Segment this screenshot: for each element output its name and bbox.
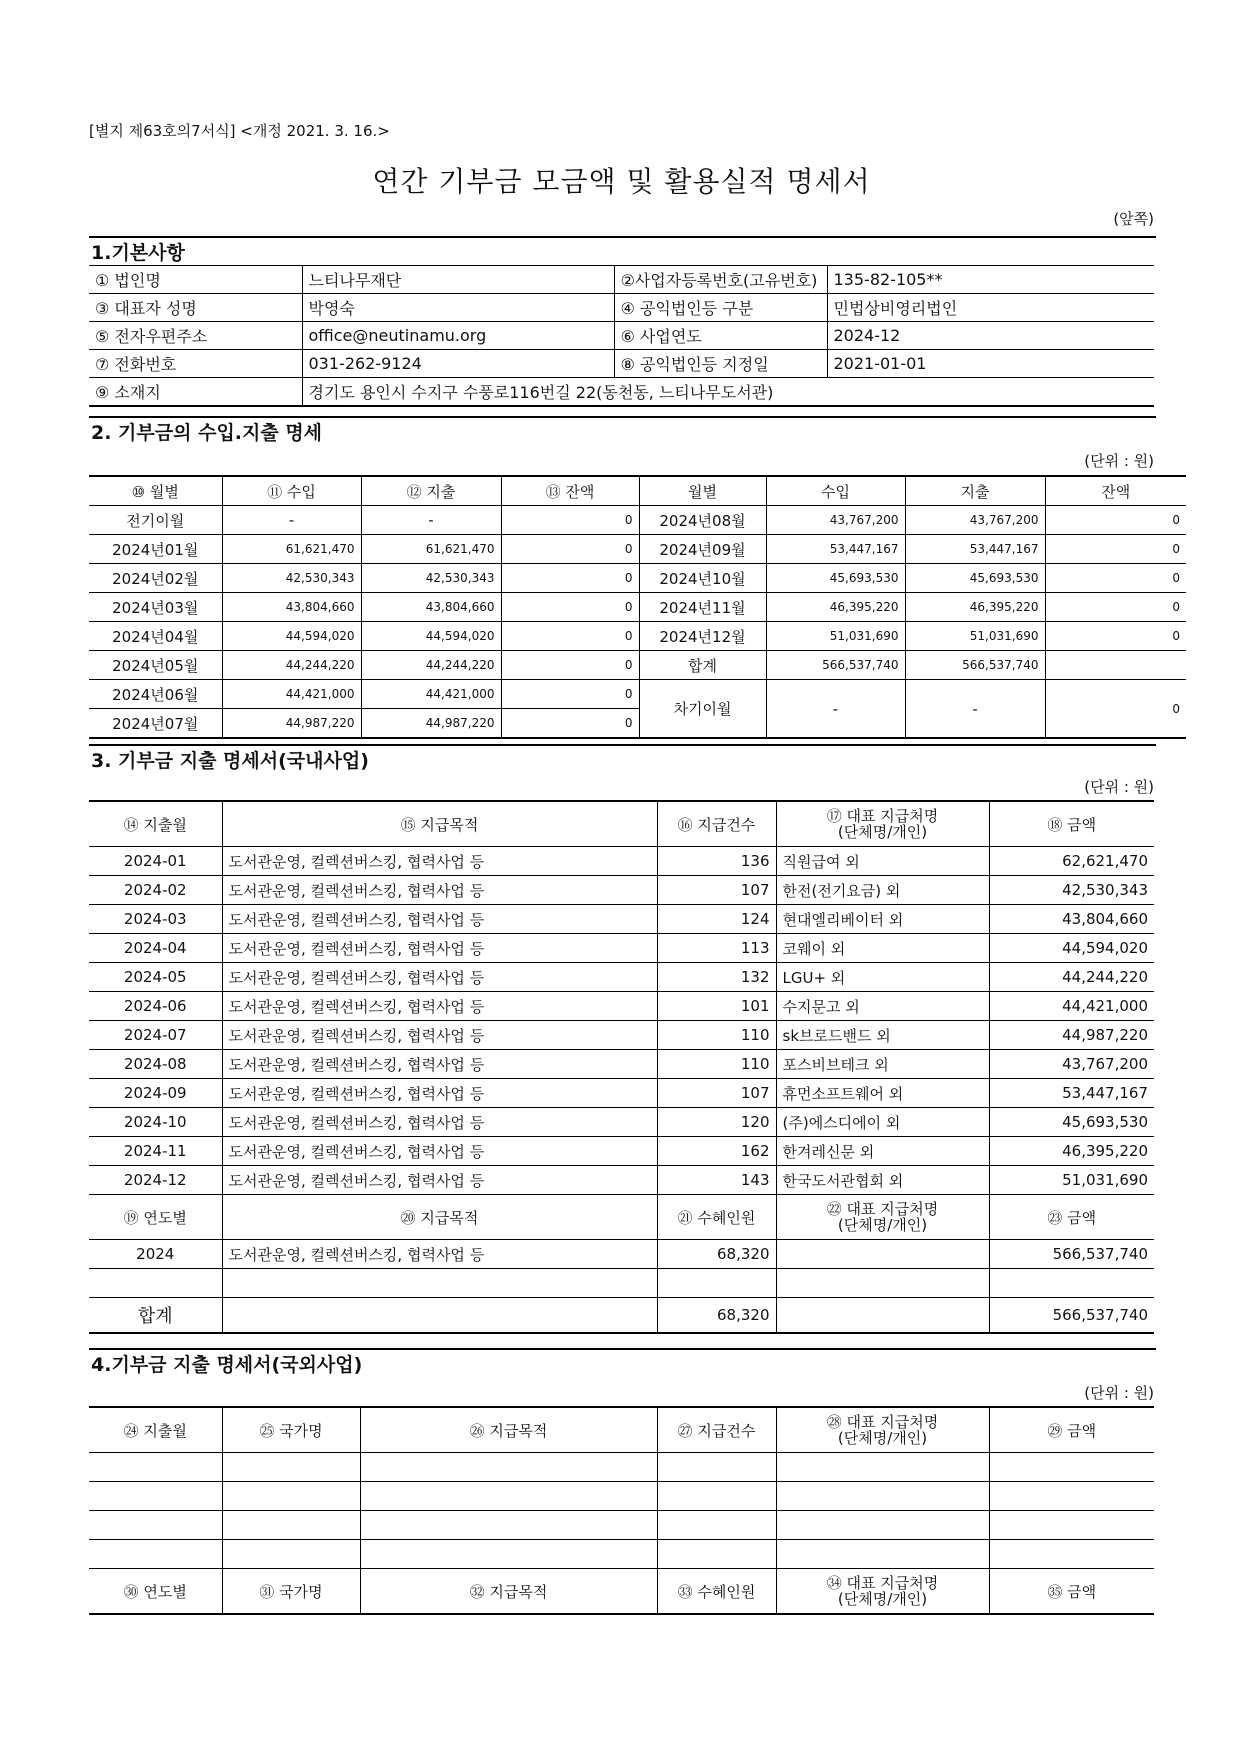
purpose-cell: 도서관운영, 컬렉션버스킹, 협력사업 등 [222, 876, 657, 905]
header-line: ㉒ 대표 지급처명 [826, 1199, 939, 1218]
table-row [89, 1540, 1154, 1569]
address-value: 경기도 용인시 수지구 수풍로116번길 22(동천동, 느티나무도서관) [302, 378, 1154, 407]
column-header: ⑲ 연도별 [89, 1195, 222, 1240]
month-cell: 전기이월 [89, 506, 222, 535]
total-row [89, 1298, 1154, 1334]
empty-cell [222, 1453, 360, 1482]
income-cell: 61,621,470 [222, 535, 361, 564]
purpose-cell: 도서관운영, 컬렉션버스킹, 협력사업 등 [222, 847, 657, 876]
month-cell: 2024-11 [89, 1137, 222, 1166]
info-label: ⑨ 소재지 [89, 378, 302, 407]
column-header [776, 1569, 989, 1615]
balance-cell: 0 [501, 564, 639, 593]
front-side-label: (앞쪽) [1113, 210, 1154, 228]
table-row [89, 876, 1154, 905]
count-cell: 101 [657, 992, 776, 1021]
header-line: (단체명/개인) [837, 1428, 928, 1447]
count-cell: 136 [657, 847, 776, 876]
expense-cell: 44,421,000 [361, 680, 501, 709]
table-row [89, 1453, 1154, 1482]
empty-cell [776, 1482, 989, 1511]
column-header: 잔액 [1045, 476, 1186, 506]
total-people-cell: 68,320 [657, 1298, 776, 1334]
payee-cell: 휴먼소프트웨어 외 [776, 1079, 989, 1108]
info-label: ⑦ 전화번호 [89, 350, 302, 378]
empty-cell [89, 1540, 222, 1569]
purpose-cell: 도서관운영, 컬렉션버스킹, 협력사업 등 [222, 1108, 657, 1137]
column-header: ⑬ 잔액 [501, 476, 639, 506]
expense-cell: 44,244,220 [361, 651, 501, 680]
section2-title: 2. 기부금의 수입.지출 명세 [89, 416, 1156, 445]
payee-cell: 코웨이 외 [776, 934, 989, 963]
expense-cell: 44,594,020 [361, 622, 501, 651]
column-header: ㉓ 금액 [989, 1195, 1154, 1240]
month-cell: 2024년12월 [639, 622, 766, 651]
income-expense-table [89, 475, 1186, 739]
info-label: ⑥ 사업연도 [614, 322, 827, 350]
column-header: 월별 [639, 476, 766, 506]
purpose-cell: 도서관운영, 컬렉션버스킹, 협력사업 등 [222, 963, 657, 992]
count-cell: 132 [657, 963, 776, 992]
month-cell: 2024년09월 [639, 535, 766, 564]
info-label: ① 법인명 [89, 266, 302, 294]
amount-cell: 44,244,220 [989, 963, 1154, 992]
column-header [776, 1407, 989, 1453]
income-cell: 46,395,220 [766, 593, 905, 622]
month-cell: 2024년02월 [89, 564, 222, 593]
table-row [89, 1137, 1154, 1166]
empty-cell [657, 1540, 776, 1569]
income-cell: 51,031,690 [766, 622, 905, 651]
empty-cell [89, 1511, 222, 1540]
total-label: 합계 [89, 1298, 222, 1334]
count-cell: 120 [657, 1108, 776, 1137]
income-cell: 45,693,530 [766, 564, 905, 593]
info-value: 박영숙 [302, 294, 614, 322]
empty-cell [360, 1511, 657, 1540]
column-header: 지출 [905, 476, 1045, 506]
header-line: (단체명/개인) [837, 1589, 928, 1608]
month-cell: 2024-04 [89, 934, 222, 963]
empty-cell [989, 1453, 1154, 1482]
table-header-row [89, 1195, 1154, 1240]
info-row [89, 266, 1154, 294]
expense-cell: 46,395,220 [905, 593, 1045, 622]
month-cell: 합계 [639, 651, 766, 680]
empty-cell [989, 1482, 1154, 1511]
month-cell: 2024년10월 [639, 564, 766, 593]
table-row [89, 1166, 1154, 1195]
expense-cell: - [361, 506, 501, 535]
column-header: ⑮ 지급목적 [222, 801, 657, 847]
column-header: ㉗ 지급건수 [657, 1407, 776, 1453]
info-label: ⑤ 전자우편주소 [89, 322, 302, 350]
table-row [89, 1482, 1154, 1511]
empty-cell [989, 1540, 1154, 1569]
expense-cell: 51,031,690 [905, 622, 1045, 651]
payee-cell: 포스비브테크 외 [776, 1050, 989, 1079]
expense-cell: 43,804,660 [361, 593, 501, 622]
month-cell: 2024년04월 [89, 622, 222, 651]
table-row [89, 905, 1154, 934]
count-cell: 110 [657, 1050, 776, 1079]
income-cell: - [222, 506, 361, 535]
header-line: ㉞ 대표 지급처명 [826, 1573, 939, 1592]
carry-over-label: 차기이월 [639, 680, 766, 739]
table-row [89, 622, 1186, 651]
month-cell: 2024-08 [89, 1050, 222, 1079]
info-value: 민법상비영리법인 [827, 294, 1154, 322]
unit-label: (단위 : 원) [1084, 778, 1154, 796]
amount-cell: 62,621,470 [989, 847, 1154, 876]
income-cell: 43,804,660 [222, 593, 361, 622]
table-header-row [89, 1407, 1154, 1453]
column-header: ㉛ 국가명 [222, 1569, 360, 1615]
total-amount-cell: 566,537,740 [989, 1298, 1154, 1334]
info-label: ⑧ 공익법인등 지정일 [614, 350, 827, 378]
info-label: ③ 대표자 성명 [89, 294, 302, 322]
column-header: ⑩ 월별 [89, 476, 222, 506]
count-cell: 110 [657, 1021, 776, 1050]
empty-cell [360, 1482, 657, 1511]
table-row [89, 680, 1186, 709]
table-row [89, 535, 1186, 564]
empty-cell [657, 1511, 776, 1540]
income-cell: 42,530,343 [222, 564, 361, 593]
balance-cell: 0 [501, 709, 639, 739]
carry-income-cell: - [766, 680, 905, 739]
balance-cell: 0 [1045, 506, 1186, 535]
column-header: ⑯ 지급건수 [657, 801, 776, 847]
balance-cell: 0 [1045, 564, 1186, 593]
table-row [89, 1050, 1154, 1079]
info-value: 느티나무재단 [302, 266, 614, 294]
month-cell: 2024-06 [89, 992, 222, 1021]
info-label: ②사업자등록번호(고유번호) [614, 266, 827, 294]
empty-cell [776, 1453, 989, 1482]
purpose-cell: 도서관운영, 컬렉션버스킹, 협력사업 등 [222, 1240, 657, 1269]
payee-cell: 한국도서관협회 외 [776, 1166, 989, 1195]
table-row [89, 564, 1186, 593]
empty-cell [360, 1453, 657, 1482]
amount-cell: 44,421,000 [989, 992, 1154, 1021]
balance-cell [1045, 651, 1186, 680]
empty-cell [657, 1482, 776, 1511]
month-cell: 2024년07월 [89, 709, 222, 739]
balance-cell: 0 [501, 622, 639, 651]
purpose-cell: 도서관운영, 컬렉션버스킹, 협력사업 등 [222, 1021, 657, 1050]
expense-cell: 42,530,343 [361, 564, 501, 593]
month-cell: 2024-09 [89, 1079, 222, 1108]
purpose-cell: 도서관운영, 컬렉션버스킹, 협력사업 등 [222, 1050, 657, 1079]
empty-cell [776, 1540, 989, 1569]
count-cell: 143 [657, 1166, 776, 1195]
table-row [89, 1108, 1154, 1137]
info-row [89, 378, 1154, 407]
table-header-row [89, 476, 1186, 506]
empty-cell [222, 1482, 360, 1511]
payee-cell: 직원급여 외 [776, 847, 989, 876]
expense-cell: 53,447,167 [905, 535, 1045, 564]
carry-balance-cell: 0 [1045, 680, 1186, 739]
year-cell: 2024 [89, 1240, 222, 1269]
column-header: ㉟ 금액 [989, 1569, 1154, 1615]
amount-cell: 51,031,690 [989, 1166, 1154, 1195]
section3-title: 3. 기부금 지출 명세서(국내사업) [89, 744, 1156, 773]
info-label: ④ 공익법인등 구분 [614, 294, 827, 322]
page-title: 연간 기부금 모금액 및 활용실적 명세서 [372, 165, 871, 198]
table-header-row [89, 1569, 1154, 1615]
info-value: 135-82-105** [827, 266, 1154, 294]
month-cell: 2024년01월 [89, 535, 222, 564]
month-cell: 2024년11월 [639, 593, 766, 622]
month-cell: 2024년05월 [89, 651, 222, 680]
income-cell: 53,447,167 [766, 535, 905, 564]
month-cell: 2024-02 [89, 876, 222, 905]
month-cell: 2024-12 [89, 1166, 222, 1195]
column-header: ㉖ 지급목적 [360, 1407, 657, 1453]
column-header: ㉝ 수혜인원 [657, 1569, 776, 1615]
empty-cell [360, 1540, 657, 1569]
balance-cell: 0 [501, 506, 639, 535]
payee-cell: sk브로드밴드 외 [776, 1021, 989, 1050]
amount-cell: 44,987,220 [989, 1021, 1154, 1050]
count-cell: 107 [657, 876, 776, 905]
purpose-cell: 도서관운영, 컬렉션버스킹, 협력사업 등 [222, 992, 657, 1021]
table-row [89, 1269, 1154, 1298]
table-row [89, 651, 1186, 680]
payee-cell: LGU+ 외 [776, 963, 989, 992]
people-cell: 68,320 [657, 1240, 776, 1269]
payee-cell: 한겨레신문 외 [776, 1137, 989, 1166]
income-cell: 44,421,000 [222, 680, 361, 709]
count-cell: 113 [657, 934, 776, 963]
column-header: ㉔ 지출월 [89, 1407, 222, 1453]
income-cell: 44,244,220 [222, 651, 361, 680]
empty-cell [657, 1269, 776, 1298]
balance-cell: 0 [501, 651, 639, 680]
empty-cell [776, 1511, 989, 1540]
info-value: office@neutinamu.org [302, 322, 614, 350]
table-row [89, 934, 1154, 963]
info-row [89, 322, 1154, 350]
expense-cell: 566,537,740 [905, 651, 1045, 680]
column-header: ⑭ 지출월 [89, 801, 222, 847]
column-header [776, 801, 989, 847]
column-header: 수입 [766, 476, 905, 506]
balance-cell: 0 [501, 680, 639, 709]
month-cell: 2024-07 [89, 1021, 222, 1050]
column-header: ㉕ 국가명 [222, 1407, 360, 1453]
payee-cell: 수지문고 외 [776, 992, 989, 1021]
info-value: 2021-01-01 [827, 350, 1154, 378]
balance-cell: 0 [1045, 535, 1186, 564]
column-header: ㉜ 지급목적 [360, 1569, 657, 1615]
empty-cell [222, 1540, 360, 1569]
column-header: ⑱ 금액 [989, 801, 1154, 847]
purpose-cell: 도서관운영, 컬렉션버스킹, 협력사업 등 [222, 1137, 657, 1166]
income-cell: 43,767,200 [766, 506, 905, 535]
empty-cell [989, 1269, 1154, 1298]
payee-cell: 한전(전기요금) 외 [776, 876, 989, 905]
expense-cell: 44,987,220 [361, 709, 501, 739]
table-row [89, 1079, 1154, 1108]
purpose-cell: 도서관운영, 컬렉션버스킹, 협력사업 등 [222, 1166, 657, 1195]
balance-cell: 0 [501, 535, 639, 564]
unit-label: (단위 : 원) [1084, 452, 1154, 470]
income-cell: 44,594,020 [222, 622, 361, 651]
amount-cell: 46,395,220 [989, 1137, 1154, 1166]
payee-cell: 현대엘리베이터 외 [776, 905, 989, 934]
month-cell: 2024년06월 [89, 680, 222, 709]
count-cell: 107 [657, 1079, 776, 1108]
empty-cell [89, 1453, 222, 1482]
payee-cell: (주)에스디에이 외 [776, 1108, 989, 1137]
column-header: ⑫ 지출 [361, 476, 501, 506]
month-cell: 2024-01 [89, 847, 222, 876]
empty-cell [989, 1511, 1154, 1540]
empty-cell [657, 1453, 776, 1482]
income-cell: 566,537,740 [766, 651, 905, 680]
header-line: (단체명/개인) [837, 822, 928, 841]
column-header: ⑪ 수입 [222, 476, 361, 506]
column-header [776, 1195, 989, 1240]
section1-title: 1.기본사항 [89, 236, 1156, 265]
info-value: 2024-12 [827, 322, 1154, 350]
balance-cell: 0 [501, 593, 639, 622]
amount-cell: 42,530,343 [989, 876, 1154, 905]
domestic-expense-table [89, 800, 1154, 1334]
table-header-row [89, 801, 1154, 847]
column-header: ㉚ 연도별 [89, 1569, 222, 1615]
balance-cell: 0 [1045, 593, 1186, 622]
empty-cell [222, 1298, 657, 1334]
empty-cell [222, 1269, 657, 1298]
purpose-cell: 도서관운영, 컬렉션버스킹, 협력사업 등 [222, 905, 657, 934]
amount-cell: 45,693,530 [989, 1108, 1154, 1137]
income-cell: 44,987,220 [222, 709, 361, 739]
column-header: ㉑ 수혜인원 [657, 1195, 776, 1240]
table-row [89, 1021, 1154, 1050]
carry-expense-cell: - [905, 680, 1045, 739]
column-header: ⑳ 지급목적 [222, 1195, 657, 1240]
info-row [89, 294, 1154, 322]
month-cell: 2024년08월 [639, 506, 766, 535]
table-row [89, 1240, 1154, 1269]
section4-title: 4.기부금 지출 명세서(국외사업) [89, 1348, 1156, 1377]
amount-cell: 566,537,740 [989, 1240, 1154, 1269]
overseas-expense-table [89, 1406, 1154, 1615]
table-row [89, 593, 1186, 622]
empty-cell [89, 1482, 222, 1511]
header-line: (단체명/개인) [837, 1215, 928, 1234]
purpose-cell: 도서관운영, 컬렉션버스킹, 협력사업 등 [222, 934, 657, 963]
purpose-cell: 도서관운영, 컬렉션버스킹, 협력사업 등 [222, 1079, 657, 1108]
info-row [89, 350, 1154, 378]
empty-cell [776, 1269, 989, 1298]
header-line: ㉘ 대표 지급처명 [826, 1412, 939, 1431]
month-cell: 2024-10 [89, 1108, 222, 1137]
basic-info-table [89, 265, 1154, 407]
balance-cell: 0 [1045, 622, 1186, 651]
month-cell: 2024년03월 [89, 593, 222, 622]
column-header: ㉙ 금액 [989, 1407, 1154, 1453]
table-row [89, 1511, 1154, 1540]
count-cell: 162 [657, 1137, 776, 1166]
table-row [89, 992, 1154, 1021]
expense-cell: 43,767,200 [905, 506, 1045, 535]
month-cell: 2024-03 [89, 905, 222, 934]
table-row [89, 963, 1154, 992]
amount-cell: 43,804,660 [989, 905, 1154, 934]
expense-cell: 61,621,470 [361, 535, 501, 564]
form-number: [별지 제63호의7서식] <개정 2021. 3. 16.> [89, 122, 390, 140]
table-row [89, 847, 1154, 876]
expense-cell: 45,693,530 [905, 564, 1045, 593]
info-value: 031-262-9124 [302, 350, 614, 378]
header-line: ⑰ 대표 지급처명 [826, 806, 939, 825]
empty-cell [222, 1511, 360, 1540]
amount-cell: 43,767,200 [989, 1050, 1154, 1079]
unit-label: (단위 : 원) [1084, 1384, 1154, 1402]
empty-cell [776, 1298, 989, 1334]
month-cell: 2024-05 [89, 963, 222, 992]
table-row [89, 506, 1186, 535]
amount-cell: 44,594,020 [989, 934, 1154, 963]
amount-cell: 53,447,167 [989, 1079, 1154, 1108]
empty-cell [89, 1269, 222, 1298]
payee-cell [776, 1240, 989, 1269]
count-cell: 124 [657, 905, 776, 934]
